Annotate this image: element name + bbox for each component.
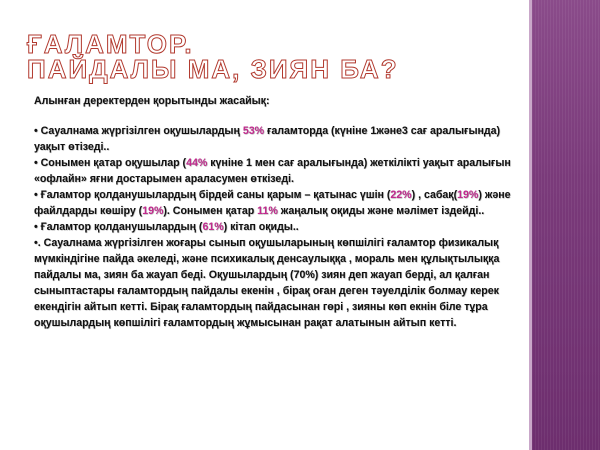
bullet-5: •. Сауалнама жүргізілген жоғары сынып оқушыларының көпшілігі ғаламтор физикалық мүмкіндігіне пайда әкеледі, және психикалық денсаулыққа , мораль мен құлықтылыққа пайдалы ма, зиян ба жауап беді. Оқушылардың (70%) зиян деп жауап берді, ал қалған сыныптастары ғаламтордың пайдалы екенін , бірақ оған деген тәуелділік болмау керек екендігін айтып кетті. Бірақ ғаламтордың пайдасынан гөрі , зияны көп екнін біле тұра оқушылардың көпшілігі ғаламтордың жұмысынан рақат алатынын айтып кетті. bbox=[34, 237, 500, 329]
slide-title bbox=[27, 29, 507, 84]
slide-body bbox=[34, 93, 524, 331]
bullet-4-text-end: ) кітап оқиды.. bbox=[223, 221, 299, 233]
bullet-1-percent: 53% bbox=[242, 125, 265, 137]
bullet-3-text-3: ) және файлдарды көшіру ( bbox=[34, 189, 511, 217]
bullet-3-text-end: жаңалық оқиды және мәлімет іздейді.. bbox=[277, 205, 485, 217]
bullet-2-text-end: күніне 1 мен сағ аралығында) жеткілікті уақыт аралығын «офлайн» яғни достарымен араласумен өткізеді. bbox=[34, 157, 511, 185]
bullet-1 bbox=[34, 123, 524, 155]
bullet-3-percent-3: 19% bbox=[142, 205, 164, 217]
decorative-band-edge bbox=[529, 0, 532, 450]
bullet-3-text-4: ). Сонымен қатар bbox=[163, 205, 258, 217]
slide-title-line1: ҒАЛАМТОР. bbox=[27, 29, 194, 59]
bullet-4 bbox=[34, 219, 524, 235]
bullet-4-text: • Ғаламтор қолданушылардың ( bbox=[34, 221, 203, 233]
bullet-1-text-end: ғаламторда (күніне 1және3 сағ аралығында) уақыт өтізеді.. bbox=[34, 125, 501, 153]
bullet-3-text: • Ғаламтор қолданушылардың бірдей саны қарым – қатынас үшін ( bbox=[34, 189, 391, 201]
bullet-3 bbox=[34, 187, 524, 219]
slide-title-line2: ПАЙДАЛЫ МА, ЗИЯН БА? bbox=[27, 54, 399, 84]
bullet-2-percent: 44% bbox=[186, 157, 208, 169]
bullet-4-percent: 61% bbox=[202, 221, 224, 233]
bullet-3-percent-4: 11% bbox=[257, 205, 278, 217]
bullet-1-text: • Сауалнама жүргізілген оқушылардың bbox=[34, 125, 243, 137]
bullet-3-percent-2: 19% bbox=[457, 189, 479, 201]
bullet-3-percent-1: 22% bbox=[390, 189, 412, 201]
bullet-2-text: • Сонымен қатар оқушылар ( bbox=[34, 157, 187, 169]
bullet-2 bbox=[34, 155, 524, 187]
decorative-band-stripes bbox=[532, 0, 600, 450]
bullet-3-text-2: ) , сабақ( bbox=[411, 189, 458, 201]
conclusion-heading: Алынған деректерден қорытынды жасайық: bbox=[34, 95, 270, 107]
